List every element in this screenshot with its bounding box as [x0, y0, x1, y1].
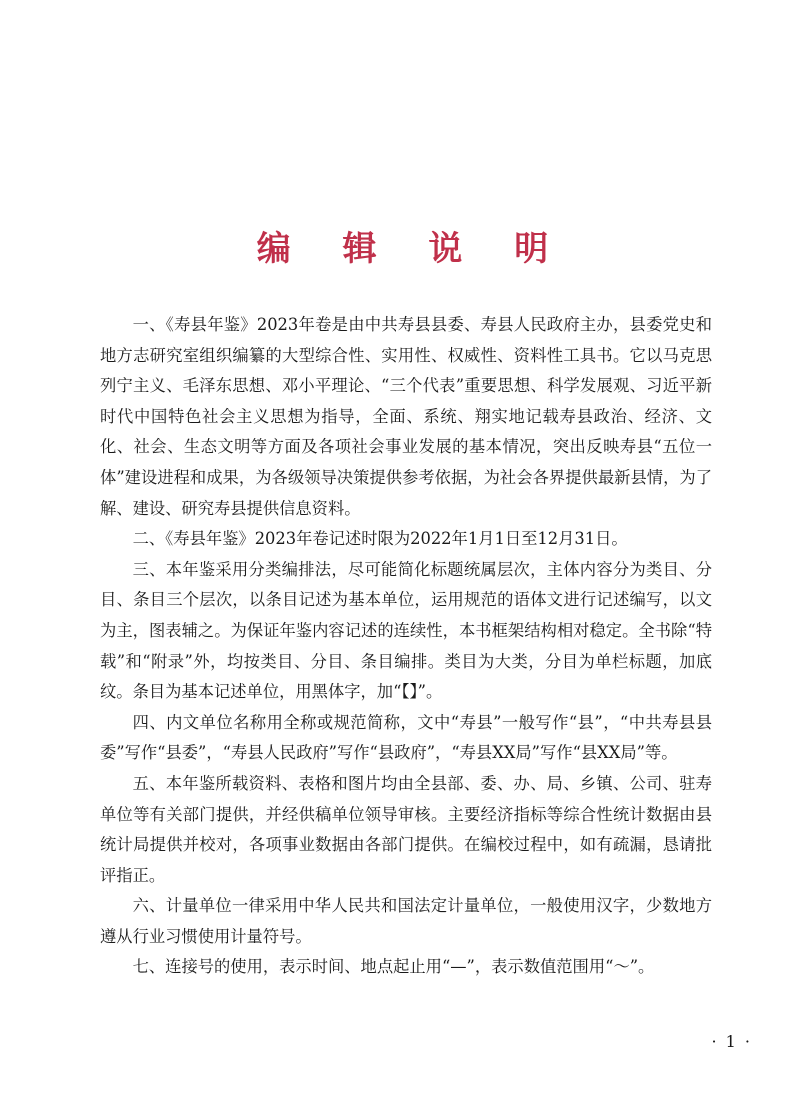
paragraph-5: 五、本年鉴所载资料、表格和图片均由全县部、委、办、局、乡镇、公司、驻寿单位等有关部门提供，并经供稿单位领导审核。主要经济指标等综合性统计数据由县统计局提供并校对，各项事业数据由各部门提供。在编校过程中，如有疏漏，恳请批评指正。	[100, 773, 712, 885]
paragraph-1: 一、《寿县年鉴》2023年卷是由中共寿县县委、寿县人民政府主办，县委党史和地方志研究室组织编纂的大型综合性、实用性、权威性、资料性工具书。它以马克思列宁主义、毛泽东思想、邓小平理论、“三个代表”重要思想、科学发展观、习近平新时代中国特色社会主义思想为指导，全面、系统、翔实地记载寿县政治、经济、文化、社会、生态文明等方面及各项社会事业发展的基本情况，突出反映寿县“五位一体”建设进程和成果，为各级领导决策提供参考依据，为社会各界提供最新县情，为了解、建设、研究寿县提供信息资料。	[100, 315, 712, 518]
page-number: · 1 ·	[711, 1032, 752, 1051]
editorial-notes-body	[100, 310, 712, 983]
page-title: 编 辑 说 明	[256, 229, 569, 269]
paragraph-6: 六、计量单位一律采用中华人民共和国法定计量单位，一般使用汉字，少数地方遵从行业习惯使用计量符号。	[100, 896, 712, 946]
paragraph-4: 四、内文单位名称用全称或规范简称，文中“寿县”一般写作“县”，“中共寿县县委”写作“县委”，“寿县人民政府”写作“县政府”，“寿县XX局”写作“县XX局”等。	[100, 712, 712, 763]
paragraph-3: 三、本年鉴采用分类编排法，尽可能简化标题统属层次，主体内容分为类目、分目、条目三个层次，以条目记述为基本单位，运用规范的语体文进行记述编写，以文为主，图表辅之。为保证年鉴内容记述的连续性，本书框架结构相对稳定。全书除“特载”和“附录”外，均按类目、分目、条目编排。类目为大类，分目为单栏标题，加底纹。条目为基本记述单位，用黑体字，加“【】”。	[100, 559, 712, 702]
paragraph-2: 二、《寿县年鉴》2023年卷记述时限为2022年1月1日至12月31日。	[132, 529, 628, 549]
paragraph-7: 七、连接号的使用，表示时间、地点起止用“—”，表示数值范围用“～”。	[132, 957, 655, 977]
